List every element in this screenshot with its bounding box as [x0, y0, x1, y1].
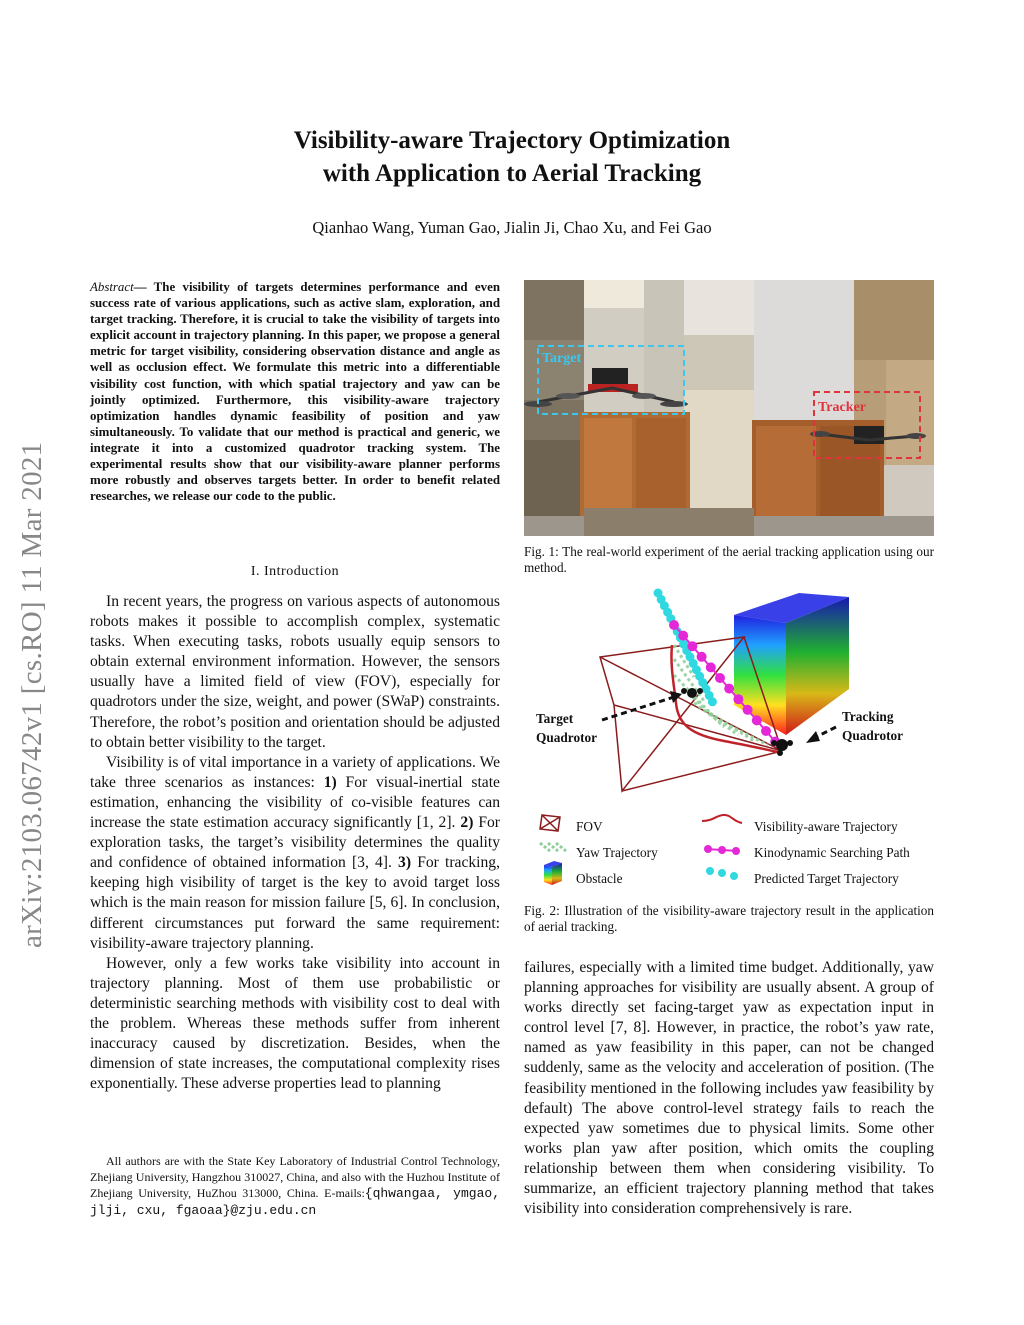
fig2-target-quadrotor-label: Target Quadrotor	[536, 711, 598, 745]
legend-kinodynamic-path: Kinodynamic Searching Path	[754, 845, 910, 860]
kinodynamic-path-dot	[697, 652, 707, 662]
kinodynamic-path-dot	[715, 673, 725, 683]
fig2-diagram	[524, 585, 934, 900]
fig1-target-label: Target	[542, 351, 582, 366]
fov-icon	[540, 815, 560, 831]
legend-predicted-target-trajectory: Predicted Target Trajectory	[754, 871, 899, 886]
para2-text-d: For tracking, keeping high visibility of target is the key to avoid target loss which is the main reason for mission failure [5, 6]. In conclusion, different circumstances put forward the same requirement: visibility-aware trajectory planning.	[90, 854, 500, 952]
para2-text-c: For exploration tasks, the target’s visibility determines the quality and confidence of obtained information [3, 4].	[90, 814, 501, 872]
fig1-photo	[524, 280, 934, 536]
kinodynamic-path-dot	[706, 662, 716, 672]
kinodynamic-path-dot	[687, 641, 697, 651]
kinodynamic-path-dot	[733, 694, 743, 704]
kinodynamic-path-icon	[704, 845, 740, 855]
kinodynamic-path-dot	[743, 705, 753, 715]
footnote-text: All authors are with the State Key Laboratory of Industrial Control Technology, Zhejiang University, Hangzhou 310027, China, and also with the Huzhou Institute of Zhejiang University, HuZhou 313000, China. E-mails:	[90, 1154, 500, 1200]
paragraph-2	[90, 753, 500, 954]
footnote	[90, 1153, 500, 1219]
arxiv-identifier: arXiv:2103.06742v1 [cs.RO] 11 Mar 2021	[16, 441, 48, 948]
kinodynamic-path-dot	[678, 631, 688, 641]
legend-yaw-trajectory: Yaw Trajectory	[576, 845, 658, 860]
para2-num-3: 3)	[398, 854, 412, 872]
kinodynamic-path-dot	[724, 684, 734, 694]
kinodynamic-path-dot	[669, 620, 679, 630]
fig1-tracker-label: Tracker	[818, 400, 866, 415]
section-heading: I. Introduction	[250, 564, 340, 579]
fig2-tracking-quadrotor-label: Tracking Quadrotor	[842, 709, 904, 743]
authors: Qianhao Wang, Yuman Gao, Jialin Ji, Chao Xu, and Fei Gao	[312, 218, 712, 237]
paragraph-3: However, only a few works take visibility into account in trajectory planning. Most of them use probabilistic or deterministic searching methods with visibility cost to deal with the problem. Whereas these methods suffer from inherent inaccuracy caused by discretization. Besides, when the dimension of state increases, the computational complexity rises exponentially. These adverse properties lead to planning	[90, 954, 500, 1093]
abstract	[90, 279, 500, 504]
kinodynamic-path-dot	[752, 715, 762, 725]
legend-visibility-aware-trajectory: Visibility-aware Trajectory	[754, 819, 898, 834]
visibility-trajectory-icon	[702, 815, 742, 823]
right-paragraph: failures, especially with a limited time budget. Additionally, yaw planning approaches for visibility are usually absent. A group of works directly set facing-target yaw as expectation input in control level [7, 8]. However, in practice, the robot’s yaw rate, named as yaw feasibility in this paper, can not be changed suddenly, same as the velocity and acceleration of position. (The feasibility mentioned in the following includes yaw feasibility by default) The above control-level strategy fails to reach the expected yaw sometimes due to physical limits. Some other works plan yaw after position, which omits the coupling relationship between them when considering visibility. To summarize, an efficient trajectory planning method that takes visibility into consideration comprehensively is rare.	[524, 959, 934, 1218]
title-line-2: with Application to Aerial Tracking	[322, 160, 702, 187]
legend-fov: FOV	[576, 819, 603, 834]
para2-num-1: 1)	[323, 773, 337, 791]
kinodynamic-path-dot	[761, 726, 771, 736]
fig2-caption: Fig. 2: Illustration of the visibility-aware trajectory result in the application of aerial tracking.	[524, 903, 934, 934]
target-quadrotor-icon	[681, 688, 703, 698]
fig1-photo-illustration	[524, 280, 934, 536]
predicted-target-dot	[708, 697, 717, 706]
predicted-target-trajectory-icon	[706, 867, 738, 880]
legend-obstacle: Obstacle	[576, 871, 623, 886]
right-body	[524, 958, 934, 1219]
para2-text-a: Visibility is of vital importance in a variety of applications. We take three scenarios as instances:	[90, 753, 500, 791]
tracking-arrow	[816, 727, 836, 737]
para2-num-2: 2)	[460, 814, 474, 832]
fig1-caption: Fig. 1: The real-world experiment of the aerial tracking application using our method.	[524, 544, 934, 575]
title-line-1: Visibility-aware Trajectory Optimization	[293, 127, 731, 154]
footnote-emails: {qhwangaa, ymgao, jlji, cxu, fgaoaa}@zju.edu.cn	[90, 1186, 500, 1218]
paragraph-1: In recent years, the progress on various aspects of autonomous robots makes it possible to accomplish complex, systematic tasks. When executing tasks, robots usually equip sensors to obtain external environment information. However, the sensors usually have a limited field of view (FOV), especially for quadrotors under the size, weight, and power (SWaP) constraints. Therefore, the robot’s position and orientation should be adjusted to obtain better visibility to the target.	[90, 593, 500, 751]
abstract-text: — The visibility of targets determines performance and even success rate of various applications, such as active slam, exploration, and target tracking. Therefore, it is crucial to take the visibility of targets into explicit account in trajectory planning. In this paper, we propose a general metric for target visibility, considering observation distance and angle as well as occlusion effect. We formulate this metric into a differentiable visibility cost function, with which spatial trajectory and yaw can be jointly optimized. Furthermore, this visibility-aware trajectory optimization handles dynamic feasibility of position and yaw simultaneously. To validate that our method is practical and generic, we integrate it into a customized quadrotor tracking system. The experimental results show that our visibility-aware planner performs more robustly and observes targets better. In order to benefit related researches, we release our code to the public.	[90, 280, 500, 504]
paper-title	[0, 124, 1024, 190]
abstract-label: Abstract	[90, 280, 134, 294]
para2-text-b: For visual-inertial state estimation, enhancing the visibility of co-visible features can increase the state estimation accuracy significantly [1, 2].	[90, 773, 500, 832]
yaw-trajectory-icon	[540, 843, 566, 851]
obstacle-icon	[544, 861, 562, 885]
left-body	[90, 592, 500, 1094]
